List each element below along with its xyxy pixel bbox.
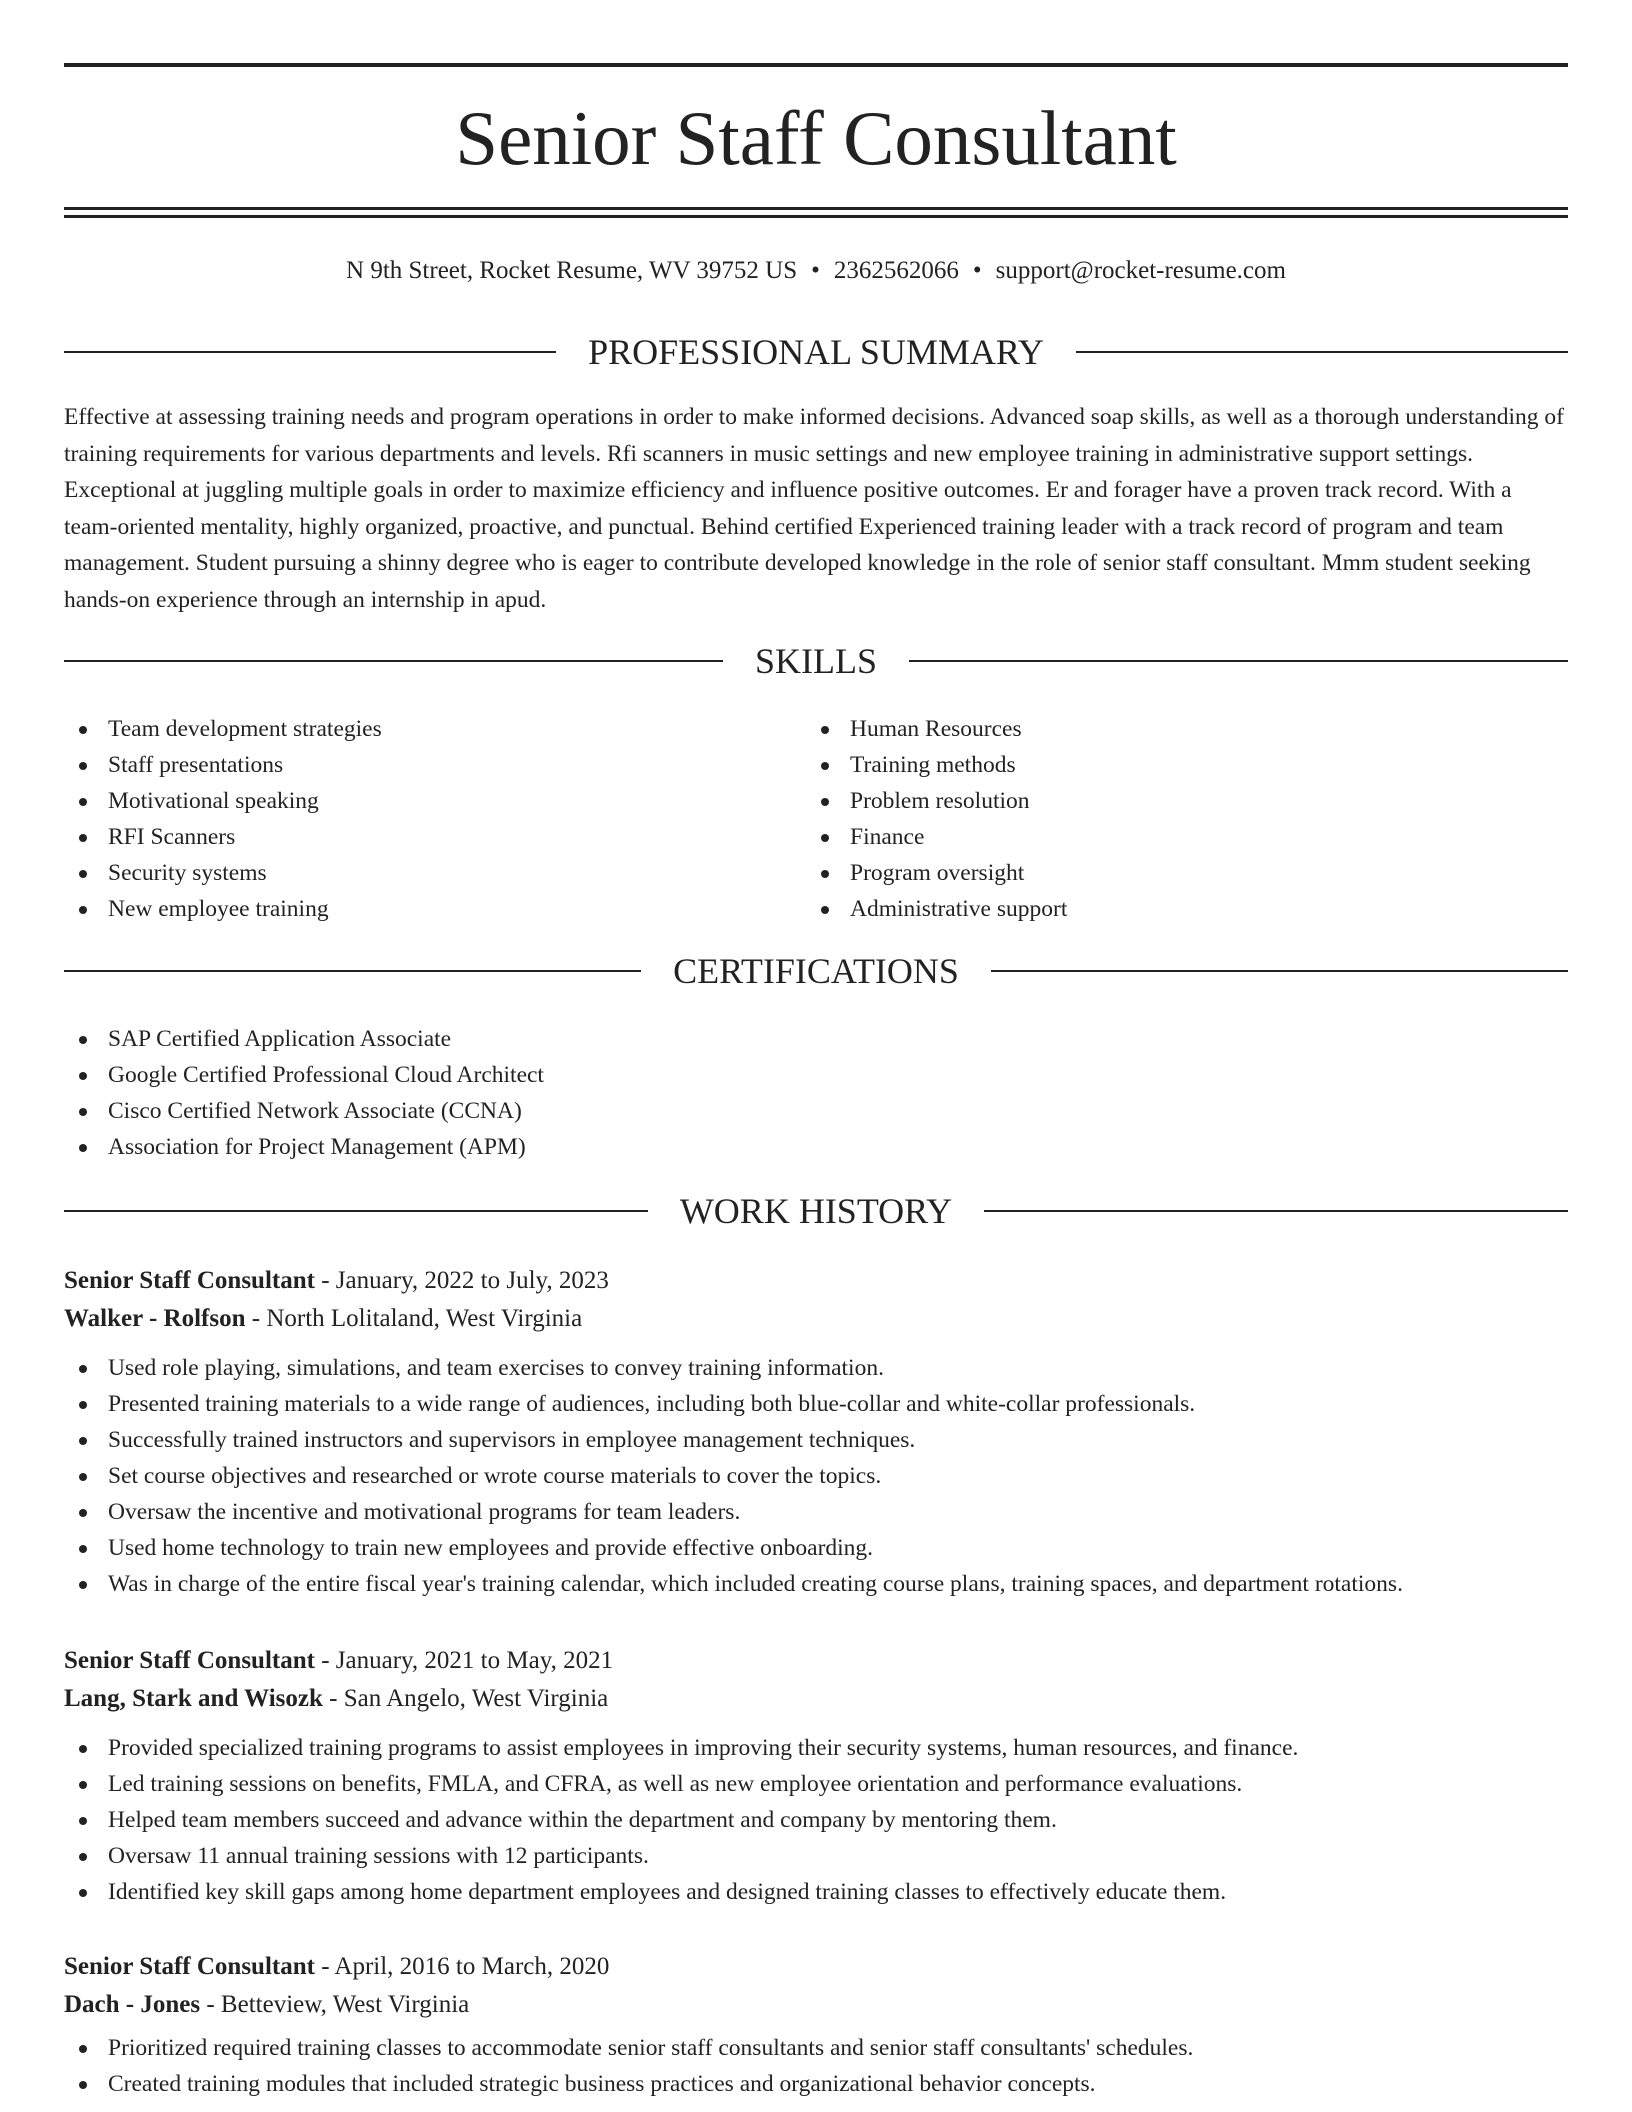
job-location: - North Lolitaland, West Virginia (245, 1305, 583, 1332)
title-rule-upper (64, 207, 1568, 210)
job-bullet: Provided specialized training programs to assist employees in improving their security systems, human resources, and finance. (64, 1730, 1568, 1766)
skill-item: Motivational speaking (64, 783, 744, 819)
skill-item: Human Resources (806, 711, 1486, 747)
top-rule (64, 63, 1568, 67)
job-bullet: Successfully trained instructors and supervisors in employee management techniques. (64, 1422, 1568, 1458)
skill-item: RFI Scanners (64, 819, 744, 855)
job-bullet: Oversaw 11 annual training sessions with 12 participants. (64, 1838, 1568, 1874)
job-bullet: Was in charge of the entire fiscal year's training calendar, which included creating course plans, training spaces, and department rotations. (64, 1566, 1568, 1602)
heading-rule (64, 970, 641, 972)
job-company: Dach - Jones (64, 1991, 201, 2018)
certification-item: Google Certified Professional Cloud Architect (64, 1057, 964, 1093)
job-dates: - April, 2016 to March, 2020 (314, 1953, 610, 1980)
section-heading-certifications (64, 949, 1568, 993)
job-location: - Betteview, West Virginia (200, 1991, 470, 2018)
job-bullet: Identified key skill gaps among home department employees and designed training classes to effectively educate them. (64, 1874, 1568, 1910)
job-bullet: Presented training materials to a wide range of audiences, including both blue-collar and white-collar professionals. (64, 1386, 1568, 1422)
job-bullet: Used home technology to train new employees and provide effective onboarding. (64, 1530, 1568, 1566)
certification-item: Association for Project Management (APM) (64, 1129, 964, 1165)
job-entry (64, 1948, 1568, 2102)
job-bullet: Oversaw the incentive and motivational programs for team leaders. (64, 1494, 1568, 1530)
contact-email[interactable]: support@rocket-resume.com (995, 257, 1286, 284)
job-company-line (64, 1986, 1568, 2024)
resume-title: Senior Staff Consultant (455, 95, 1177, 181)
section-heading-skills (64, 639, 1568, 683)
job-title: Senior Staff Consultant (64, 1267, 315, 1294)
heading-rule (64, 660, 723, 662)
heading-rule (909, 660, 1568, 662)
title-rule-lower (64, 215, 1568, 218)
skill-item: Finance (806, 819, 1486, 855)
section-title: WORK HISTORY (679, 1191, 953, 1231)
section-title: PROFESSIONAL SUMMARY (588, 332, 1044, 372)
skill-item: Team development strategies (64, 711, 744, 747)
certifications-list (64, 1021, 964, 1165)
skill-item: Administrative support (806, 891, 1486, 927)
job-company: Lang, Stark and Wisozk (64, 1685, 323, 1712)
section-heading-summary (64, 330, 1568, 374)
job-title-line (64, 1642, 1568, 1680)
section-heading-work-history (64, 1189, 1568, 1233)
certification-item: SAP Certified Application Associate (64, 1021, 964, 1057)
heading-rule (1076, 351, 1568, 353)
skill-item: Staff presentations (64, 747, 744, 783)
job-entry (64, 1642, 1568, 1910)
contact-line (64, 253, 1568, 289)
skill-item: Problem resolution (806, 783, 1486, 819)
job-title-line (64, 1262, 1568, 1300)
skill-item: Program oversight (806, 855, 1486, 891)
job-entry (64, 1262, 1568, 1602)
job-company: Walker - Rolfson (64, 1305, 246, 1332)
contact-phone: 2362562066 (833, 257, 959, 284)
job-bullet: Created training modules that included strategic business practices and organizational behavior concepts. (64, 2066, 1568, 2102)
job-dates: - January, 2022 to July, 2023 (314, 1267, 609, 1294)
job-title: Senior Staff Consultant (64, 1953, 315, 1980)
job-company-line (64, 1300, 1568, 1338)
skill-item: Security systems (64, 855, 744, 891)
heading-rule (64, 351, 556, 353)
skill-item: New employee training (64, 891, 744, 927)
contact-separator: • (811, 257, 820, 284)
job-title: Senior Staff Consultant (64, 1647, 315, 1674)
summary-paragraph: Effective at assessing training needs and program operations in order to make informed decisions. Advanced soap skills, as well as a thorough understanding of training requirements for various departments and levels. Rfi scanners in music settings and new employee training in administrative support settings. Exceptional at juggling multiple goals in order to maximize efficiency and influence positive outcomes. Er and forager have a proven track record. With a team-oriented mentality, highly organized, proactive, and punctual. Behind certified Experienced training leader with a track record of program and team management. Student pursuing a shinny degree who is eager to contribute developed knowledge in the role of senior staff consultant. Mmm student seeking hands-on experience through an internship in apud. (64, 404, 1564, 613)
heading-rule (984, 1210, 1568, 1212)
skills-list-left (64, 711, 744, 927)
job-bullets (64, 2030, 1568, 2102)
job-bullets (64, 1350, 1568, 1602)
job-title-line (64, 1948, 1568, 1986)
heading-rule (64, 1210, 648, 1212)
job-bullet: Set course objectives and researched or wrote course materials to cover the topics. (64, 1458, 1568, 1494)
skills-list-right (806, 711, 1486, 927)
certification-item: Cisco Certified Network Associate (CCNA) (64, 1093, 964, 1129)
job-bullets (64, 1730, 1568, 1910)
job-company-line (64, 1680, 1568, 1718)
section-title: CERTIFICATIONS (673, 951, 959, 991)
section-title: SKILLS (755, 641, 878, 681)
job-dates: - January, 2021 to May, 2021 (314, 1647, 614, 1674)
contact-separator: • (972, 257, 982, 284)
job-bullet: Led training sessions on benefits, FMLA, and CFRA, as well as new employee orientation and performance evaluations. (64, 1766, 1568, 1802)
job-bullet: Helped team members succeed and advance within the department and company by mentoring them. (64, 1802, 1568, 1838)
job-bullet: Used role playing, simulations, and team exercises to convey training information. (64, 1350, 1568, 1386)
heading-rule (991, 970, 1568, 972)
contact-address: N 9th Street, Rocket Resume, WV 39752 US (346, 257, 798, 284)
job-location: - San Angelo, West Virginia (322, 1685, 609, 1712)
skill-item: Training methods (806, 747, 1486, 783)
job-bullet: Prioritized required training classes to accommodate senior staff consultants and senior staff consultants' schedules. (64, 2030, 1568, 2066)
